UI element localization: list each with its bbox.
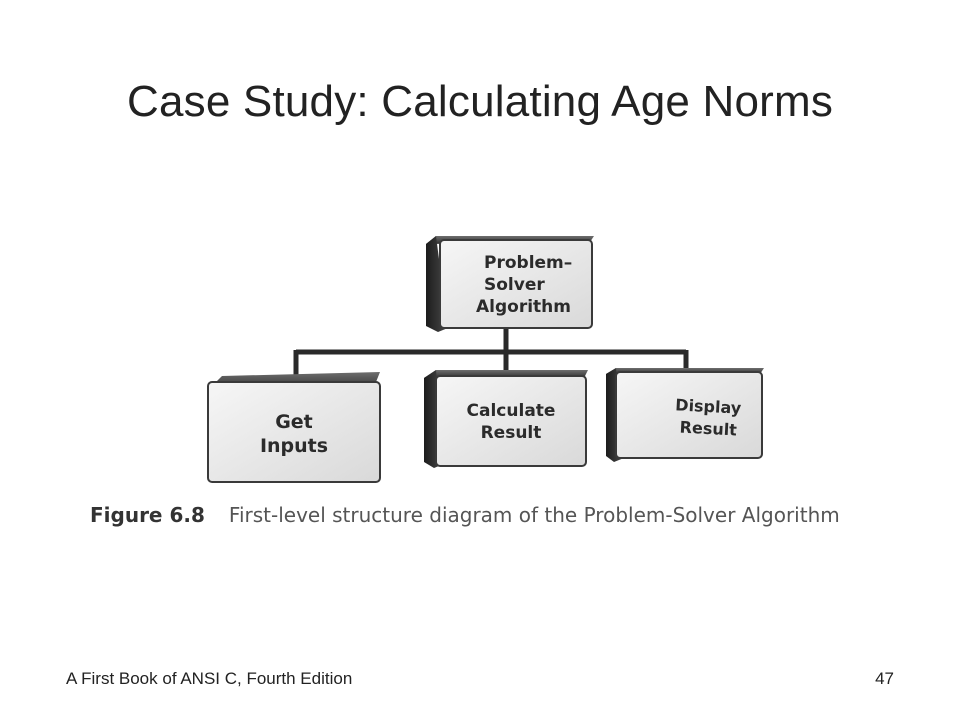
child-2-line-1: Calculate bbox=[466, 401, 556, 421]
child-3-line-2: Result bbox=[679, 417, 738, 440]
slide-title: Case Study: Calculating Age Norms bbox=[126, 77, 834, 126]
child-box-calculate-result bbox=[424, 370, 588, 468]
child-1-line-2: Inputs bbox=[259, 435, 329, 457]
structure-diagram bbox=[204, 232, 770, 490]
child-box-display-result bbox=[606, 368, 764, 462]
child-1-line-1: Get bbox=[275, 411, 313, 433]
root-line-1: Problem– bbox=[484, 253, 573, 273]
root-box bbox=[426, 236, 594, 332]
figure-caption-text: First-level structure diagram of the Problem-Solver Algorithm bbox=[228, 503, 840, 527]
child-3-line-1: Display bbox=[674, 395, 742, 418]
footer-page-number: 47 bbox=[875, 669, 894, 688]
figure-label: Figure 6.8 bbox=[90, 503, 205, 527]
structure-diagram-svg bbox=[204, 232, 770, 490]
child-2-line-2: Result bbox=[480, 423, 542, 443]
figure-caption bbox=[90, 500, 890, 530]
child-box-get-inputs bbox=[208, 372, 380, 482]
root-line-2: Solver bbox=[484, 275, 545, 295]
footer-book-title: A First Book of ANSI C, Fourth Edition bbox=[66, 669, 353, 688]
root-line-3: Algorithm bbox=[476, 297, 571, 317]
